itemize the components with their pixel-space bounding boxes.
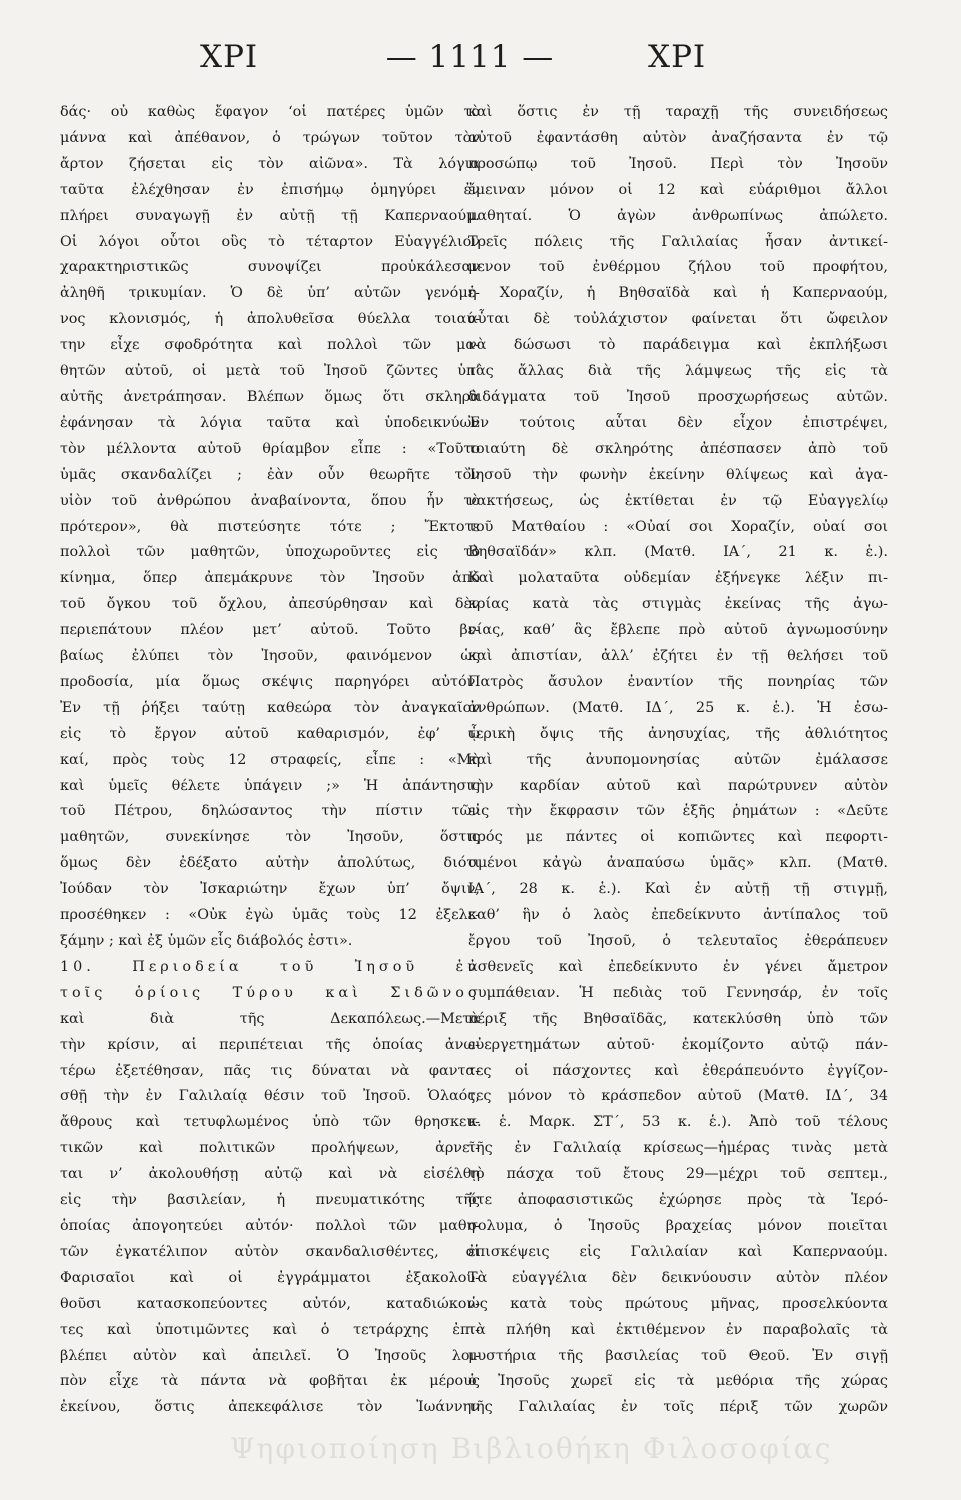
- text-line: προσώπῳ τοῦ Ἰησοῦ. Περὶ τὸν Ἰησοῦν: [468, 155, 888, 172]
- library-watermark: Ψηφιοποίηση Βιβλιοθήκη Φιλοσοφίας: [230, 1432, 833, 1465]
- text-line: τῆς Γαλιλαίας ἐν τοῖς πέριξ τῶν χωρῶν: [468, 1399, 888, 1416]
- text-line: κρίας κατὰ τὰς στιγμὰς ἐκείνας τῆς ἀγω-: [468, 596, 888, 613]
- text-line: τες μόνον τὸ κράσπεδον αὐτοῦ (Ματθ. ΙΔ΄, 34: [468, 1088, 888, 1105]
- text-line: πολλοὶ τῶν μαθητῶν, ὑποχωροῦντες εἰς τὸ: [60, 544, 480, 561]
- text-line: τες οἱ πάσχοντες καὶ ἐθεράπευόντο ἐγγίζον-: [468, 1062, 888, 1079]
- text-line: αὐτοῦ ἐφαντάσθη αὐτὸν ἀναζήσαντα ἐν τῷ: [468, 129, 888, 146]
- text-line: μενον τοῦ ἐνθέρμου ζήλου τοῦ προφήτου,: [468, 259, 888, 276]
- right-column: [468, 100, 888, 1421]
- text-line: μαθητῶν, συνεκίνησε τὸν Ἰησοῦν, ὅστις: [60, 829, 480, 846]
- text-line: Καὶ μολαταῦτα οὐδεμίαν ἐξήνεγκε λέξιν πι-: [468, 570, 888, 587]
- text-line: τὸ πάσχα τοῦ ἔτους 29—μέχρι τοῦ σεπτεμ.,: [468, 1166, 888, 1183]
- text-line: τοῦ Ματθαίου : «Οὐαί σοι Χοραζίν, οὐαί σοι: [468, 518, 888, 535]
- text-line: Βηθσαϊδάν» κλπ. (Ματθ. ΙΑ΄, 21 κ. ἑ.).: [468, 544, 888, 561]
- text-line: ἔμειναν μόνον οἱ 12 καὶ εὐάριθμοι ἄλλοι: [468, 181, 888, 198]
- text-line: Οἱ λόγοι οὗτοι οὓς τὸ τέταρτον Εὐαγγέλιον: [60, 233, 480, 250]
- text-line: αὐτῆς ἀνετράπησαν. Βλέπων ὅμως ὅτι σκληρὰ: [60, 388, 480, 405]
- text-line: Τρεῖς πόλεις τῆς Γαλιλαίας ἦσαν ἀντικεί-: [468, 233, 888, 250]
- text-line: ὡς κατὰ τοὺς πρώτους μῆνας, προσελκύοντα: [468, 1295, 888, 1312]
- text-line: ὑμᾶς σκανδαλίζει ; ἐὰν οὖν θεωρῆτε τὸν: [60, 466, 480, 483]
- text-line: ἀληθῆ τρικυμίαν. Ὁ δὲ ὑπ’ αὐτῶν γενόμε-: [60, 285, 480, 302]
- text-line: καὶ ὑμεῖς θέλετε ὑπάγειν ;» Ἡ ἀπάντησις: [60, 777, 480, 794]
- text-line: ὅμως δὲν ἐδέξατο αὐτὴν ἀπολύτως, διότι: [60, 855, 480, 872]
- text-line: περιεπάτουν πλέον μετ’ αὐτοῦ. Τοῦτο βε-: [60, 622, 480, 639]
- text-line: ἐκείνου, ὅστις ἀπεκεφάλισε τὸν Ἰωάννην: [60, 1399, 480, 1416]
- text-line: πρός με πάντες οἱ κοπιῶντες καὶ πεφορτι-: [468, 829, 888, 846]
- text-line: Ἐν τούτοις αὗται δὲν εἶχον ἐπιστρέψει,: [468, 414, 888, 431]
- text-line: νακτήσεως, ὡς ἐκτίθεται ἐν τῷ Εὐαγγελίῳ: [468, 492, 888, 509]
- text-line: Ἐν τῇ ῥήξει ταύτῃ καθεώρα τὸν ἀναγκαῖον: [60, 699, 480, 716]
- text-line: νίας, καθ’ ἃς ἔβλεπε πρὸ αὐτοῦ ἀγνωμοσύνην: [468, 622, 888, 639]
- text-line: ἡ Χοραζίν, ἡ Βηθσαϊδὰ καὶ ἡ Καπερναούμ,: [468, 285, 888, 302]
- text-line: τῆς ἐν Γαλιλαίᾳ κρίσεως—ἡμέρας τινὰς μετὰ: [468, 1140, 888, 1157]
- text-line: εἰς τὸ ἔργον αὐτοῦ καθαρισμόν, ἐφ’ ᾧ: [60, 725, 480, 742]
- text-line: ἐφάνησαν τὰ λόγια ταῦτα καὶ ὑποδεικνύων: [60, 414, 480, 431]
- text-line: ΙΑ΄, 28 κ. ἑ.). Καὶ ἐν αὐτῇ τῇ στιγμῇ,: [468, 881, 888, 898]
- text-line: πὸν εἶχε τὰ πάντα νὰ φοβῆται ἐκ μέρους: [60, 1373, 480, 1390]
- text-line: πρότερον», θὰ πιστεύσητε τότε ; Ἔκτοτε: [60, 518, 480, 535]
- text-line: προσέθηκεν : «Οὐκ ἐγὼ ὑμᾶς τοὺς 12 ἐξελε-: [60, 907, 480, 924]
- text-line: την εἶχε σφοδρότητα καὶ πολλοὶ τῶν μα-: [60, 337, 480, 354]
- text-line: καί, πρὸς τοὺς 12 στραφείς, εἶπε : «Μὴ: [60, 751, 480, 768]
- text-line: ἀνθρώπων. (Ματθ. ΙΔ΄, 25 κ. ἑ.). Ἡ ἐσω-: [468, 699, 888, 716]
- text-line: ὁ Ἰησοῦς χωρεῖ εἰς τὰ μεθόρια τῆς χώρας: [468, 1373, 888, 1390]
- text-line: καὶ ἀπιστίαν, ἀλλ’ ἐζήτει ἐν τῇ θελήσει τοῦ: [468, 648, 888, 665]
- text-line: θοῦσι κατασκοπεύοντες αὐτόν, καταδιώκον-: [60, 1295, 480, 1312]
- text-line: μαθηταί. Ὁ ἀγὼν ἀνθρωπίνως ἀπώλετο.: [468, 207, 888, 224]
- text-line: πλήρει συναγωγῇ ἐν αὐτῇ τῇ Καπερναούμ.: [60, 207, 480, 224]
- text-line: βαίως ἐλύπει τὸν Ἰησοῦν, φαινόμενον ὡς: [60, 648, 480, 665]
- text-line: κ. ἑ. Μαρκ. ΣΤ΄, 53 κ. ἑ.). Ἀπὸ τοῦ τέλους: [468, 1114, 888, 1131]
- text-line: εὐεργετημάτων αὐτοῦ· ἐκομίζοντο αὐτῷ πάν-: [468, 1036, 888, 1053]
- text-line: Ἰούδαν τὸν Ἰσκαριώτην ἔχων ὑπ’ ὄψιν,: [60, 881, 480, 898]
- section-heading-line: 10. Περιοδεία τοῦ Ἰησοῦ ἐν: [60, 958, 480, 975]
- text-line: σολυμα, ὁ Ἰησοῦς βραχείας μόνον ποιεῖται: [468, 1217, 888, 1234]
- text-line: πέριξ τῆς Βηθσαϊδᾶς, κατεκλύσθη ὑπὸ τῶν: [468, 1010, 888, 1027]
- left-column: [60, 100, 480, 1421]
- text-line: τὴν καρδίαν αὐτοῦ καὶ παρώτρυνεν αὐτὸν: [468, 777, 888, 794]
- text-line: υἱὸν τοῦ ἀνθρώπου ἀναβαίνοντα, ὅπου ἦν τὸ: [60, 492, 480, 509]
- text-line: μάννα καὶ ἀπέθανον, ὁ τρώγων τοῦτον τὸν: [60, 129, 480, 146]
- text-line: χαρακτηριστικῶς συνοψίζει προὐκάλεσαν: [60, 259, 480, 276]
- text-line: τοῦ ὄγκου τοῦ ὄχλου, ἀπεσύρθησαν καὶ δὲν: [60, 596, 480, 613]
- text-line: σθῇ τὴν ἐν Γαλιλαίᾳ θέσιν τοῦ Ἰησοῦ. Ὁλαός,: [60, 1088, 480, 1105]
- text-line: Πατρὸς ἄσυλον ἐναντίον τῆς πονηρίας τῶν: [468, 673, 888, 690]
- text-line: τικῶν καὶ πολιτικῶν προλήψεων, ἀρνεῖ-: [60, 1140, 480, 1157]
- text-line: κίνημα, ὅπερ ἀπεμάκρυνε τὸν Ἰησοῦν ἀπὸ: [60, 570, 480, 587]
- header-right-keyword: ΧΡΙ: [648, 39, 707, 75]
- text-line: τέρω ἐξετέθησαν, πᾶς τις δύναται νὰ φαντα-: [60, 1062, 480, 1079]
- text-line: Φαρισαῖοι καὶ οἱ ἐγγράμματοι ἐξακολου-: [60, 1269, 480, 1286]
- text-line: διδάγματα τοῦ Ἰησοῦ προσχωρήσεως αὐτῶν.: [468, 388, 888, 405]
- text-line: ται ν’ ἀκολουθήσῃ αὐτῷ καὶ νὰ εἰσέλθῃ: [60, 1166, 480, 1183]
- header-left-keyword: ΧΡΙ: [200, 39, 259, 75]
- text-line: τὰς ἄλλας διὰ τῆς λάμψεως τῆς εἰς τὰ: [468, 363, 888, 380]
- text-line: ἀσθενεῖς καὶ ἐπεδείκνυτο ἐν γένει ἄμετρον: [468, 958, 888, 975]
- text-line: βλέπει αὐτὸν καὶ ἀπειλεῖ. Ὁ Ἰησοῦς λοι-: [60, 1347, 480, 1364]
- text-line: νος κλονισμός, ἡ ἀπολυθεῖσα θύελλα τοιαύ-: [60, 311, 480, 328]
- text-line: δάς· οὐ καθὼς ἔφαγον ‘οἱ πατέρες ὑμῶν τὸ: [60, 104, 480, 120]
- text-line: τὸν μέλλοντα αὐτοῦ θρίαμβον εἶπε : «Τοῦτο: [60, 440, 480, 457]
- text-line: τοῦ Πέτρου, δηλώσαντος τὴν πίστιν τῶν: [60, 803, 480, 820]
- text-line: νὰ δώσωσι τὸ παράδειγμα καὶ ἐκπλήξωσι: [468, 337, 888, 354]
- text-line: τοιαύτη δὲ σκληρότης ἀπέσπασεν ἀπὸ τοῦ: [468, 440, 888, 457]
- section-heading-line: καὶ διὰ τῆς Δεκαπόλεως.—Μετὰ: [60, 1010, 480, 1027]
- text-line: μυστήρια τῆς βασιλείας τοῦ Θεοῦ. Ἐν σιγῇ: [468, 1347, 888, 1364]
- text-line: αὗται δὲ τοὐλάχιστον φαίνεται ὅτι ὤφειλον: [468, 311, 888, 328]
- text-line: καθ’ ἣν ὁ λαὸς ἐπεδείκνυτο ἀντίπαλος τοῦ: [468, 907, 888, 924]
- text-line: σμένοι κἀγὼ ἀναπαύσω ὑμᾶς» κλπ. (Ματθ.: [468, 855, 888, 872]
- text-line: θητῶν αὐτοῦ, οἱ μετὰ τοῦ Ἰησοῦ ζῶντες ὑπ’: [60, 363, 480, 380]
- text-line: εἰς τὴν βασιλείαν, ἡ πνευματικότης τῆς: [60, 1192, 480, 1209]
- text-line: τὰ πλήθη καὶ ἐκτιθέμενον ἐν παραβολαῖς τὰ: [468, 1321, 888, 1338]
- page-number: — 1111 —: [385, 39, 555, 75]
- text-line: εἰς τὴν ἔκφρασιν τῶν ἑξῆς ῥημάτων : «Δεῦτε: [468, 803, 888, 820]
- text-line: συμπάθειαν. Ἡ πεδιὰς τοῦ Γεννησάρ, ἐν τοῖς: [468, 984, 888, 1001]
- text-line: ὅτε ἀποφασιστικῶς ἐχώρησε πρὸς τὰ Ἱερό-: [468, 1192, 888, 1209]
- text-line: ξάμην ; καὶ ἐξ ὑμῶν εἷς διάβολός ἐστι».: [60, 933, 353, 949]
- text-line: Τὰ εὐαγγέλια δὲν δεικνύουσιν αὐτὸν πλέον: [468, 1269, 888, 1286]
- text-line: προδοσία, μία ὅμως σκέψις παρηγόρει αὐτόν.: [60, 673, 480, 690]
- text-line: καὶ τῆς ἀνυπομονησίας αὐτῶν ἐμάλασσε: [468, 751, 888, 768]
- text-line: τὴν κρίσιν, αἱ περιπέτειαι τῆς ὁποίας ἀνω-: [60, 1036, 480, 1053]
- text-line: ἔργου τοῦ Ἰησοῦ, ὁ τελευταῖος ἐθεράπευεν: [468, 933, 888, 949]
- text-line: Ἰησοῦ τὴν φωνὴν ἐκείνην θλίψεως καὶ ἀγα-: [468, 466, 888, 483]
- text-line: ἄθρους καὶ τετυφλωμένος ὑπὸ τῶν θρησκευ-: [60, 1114, 480, 1131]
- text-line: τερικὴ ὄψις τῆς ἀνησυχίας, τῆς ἀθλιότητος: [468, 725, 888, 742]
- text-line: τῶν ἐγκατέλιπον αὐτὸν σκανδαλισθέντες, οἱ: [60, 1243, 480, 1260]
- text-line: ἄρτον ζήσεται εἰς τὸν αἰῶνα». Τὰ λόγια: [60, 155, 480, 172]
- running-head: [0, 32, 961, 82]
- section-heading-line: τοῖς ὁρίοις Τύρου καὶ Σιδῶνος: [60, 984, 480, 1001]
- text-line: τες καὶ ὑποτιμῶντες καὶ ὁ τετράρχης ἐπι-: [60, 1321, 480, 1338]
- text-line: καὶ ὅστις ἐν τῇ ταραχῇ τῆς συνειδήσεως: [468, 104, 888, 120]
- text-line: ἐπισκέψεις εἰς Γαλιλαίαν καὶ Καπερναούμ.: [468, 1243, 888, 1260]
- text-line: ὁποίας ἀπογοητεύει αὐτόν· πολλοὶ τῶν μαθη-: [60, 1217, 480, 1234]
- text-line: ταῦτα ἐλέχθησαν ἐν ἐπισήμῳ ὁμηγύρει ἐν: [60, 181, 480, 198]
